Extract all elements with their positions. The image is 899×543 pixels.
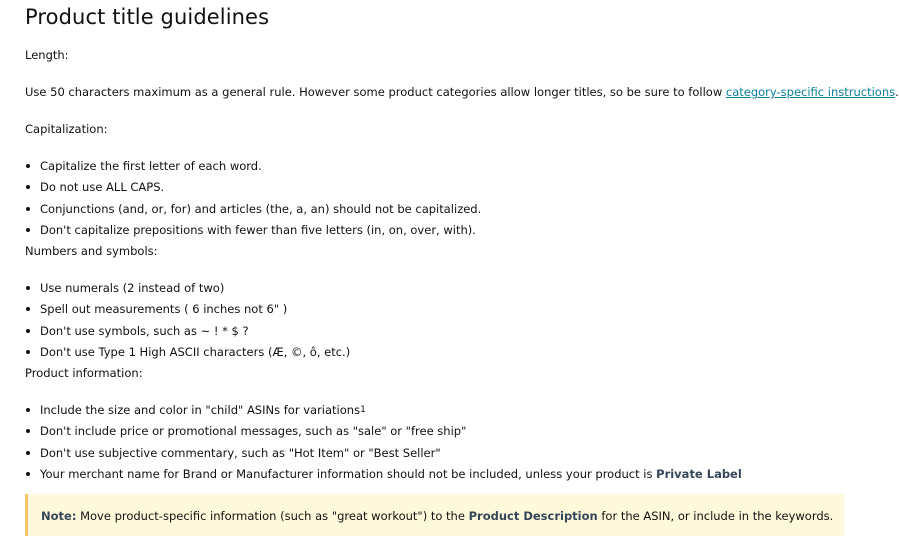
product-information-heading: Product information: xyxy=(25,366,143,380)
list-item: Don't use symbols, such as ~ ! * $ ? xyxy=(25,324,249,338)
length-text-end: . xyxy=(895,85,899,99)
length-text: Use 50 characters maximum as a general rule. However some product categories allow longer titles, so be sure to follow xyxy=(25,85,726,99)
length-heading: Length: xyxy=(25,48,69,62)
bullet-icon xyxy=(26,164,30,168)
bullet-icon xyxy=(26,408,30,412)
bullet-icon xyxy=(26,329,30,333)
bullet-icon xyxy=(26,451,30,455)
note-label: Note: xyxy=(41,509,77,523)
list-item: Conjunctions (and, or, for) and articles (the, a, an) should not be capitalized. xyxy=(25,202,481,216)
list-item: Do not use ALL CAPS. xyxy=(25,180,164,194)
list-item: Don't use subjective commentary, such as "Hot Item" or "Best Seller" xyxy=(25,446,441,460)
bullet-icon xyxy=(26,307,30,311)
bullet-icon xyxy=(26,286,30,290)
list-item: Don't capitalize prepositions with fewer than five letters (in, on, over, with). xyxy=(25,223,476,237)
list-item: Your merchant name for Brand or Manufacturer information should not be included, unless your product is Private Label xyxy=(25,467,742,481)
list-item: Capitalize the first letter of each word. xyxy=(25,159,262,173)
bullet-icon xyxy=(26,185,30,189)
bullet-icon xyxy=(26,350,30,354)
list-item: Don't use Type 1 High ASCII characters (Æ, ©, ô, etc.) xyxy=(25,345,350,359)
bullet-icon xyxy=(26,472,30,476)
list-item: Use numerals (2 instead of two) xyxy=(25,281,224,295)
numbers-symbols-heading: Numbers and symbols: xyxy=(25,244,158,258)
bullet-icon xyxy=(26,429,30,433)
list-item: Include the size and color in "child" ASINs for variations$^1$ xyxy=(25,403,366,419)
category-specific-instructions-link[interactable]: category-specific instructions xyxy=(725,85,896,99)
product-description-text: Product Description xyxy=(468,509,598,523)
note-text: Note: Move product-specific information (such as "great workout") to the Product Description for the ASIN, or include in the keywords. xyxy=(41,509,834,523)
bullet-icon xyxy=(26,228,30,232)
footnote-marker: 1 xyxy=(360,405,366,415)
note-box xyxy=(25,494,844,536)
capitalization-heading: Capitalization: xyxy=(25,122,108,136)
list-item: Spell out measurements ( 6 inches not 6" ) xyxy=(25,302,287,316)
page-title: Product title guidelines xyxy=(25,5,270,29)
list-item: Don't include price or promotional messages, such as "sale" or "free ship" xyxy=(25,424,466,438)
length-paragraph xyxy=(25,85,899,99)
bullet-icon xyxy=(26,207,30,211)
private-label-text: Private Label xyxy=(656,467,742,481)
